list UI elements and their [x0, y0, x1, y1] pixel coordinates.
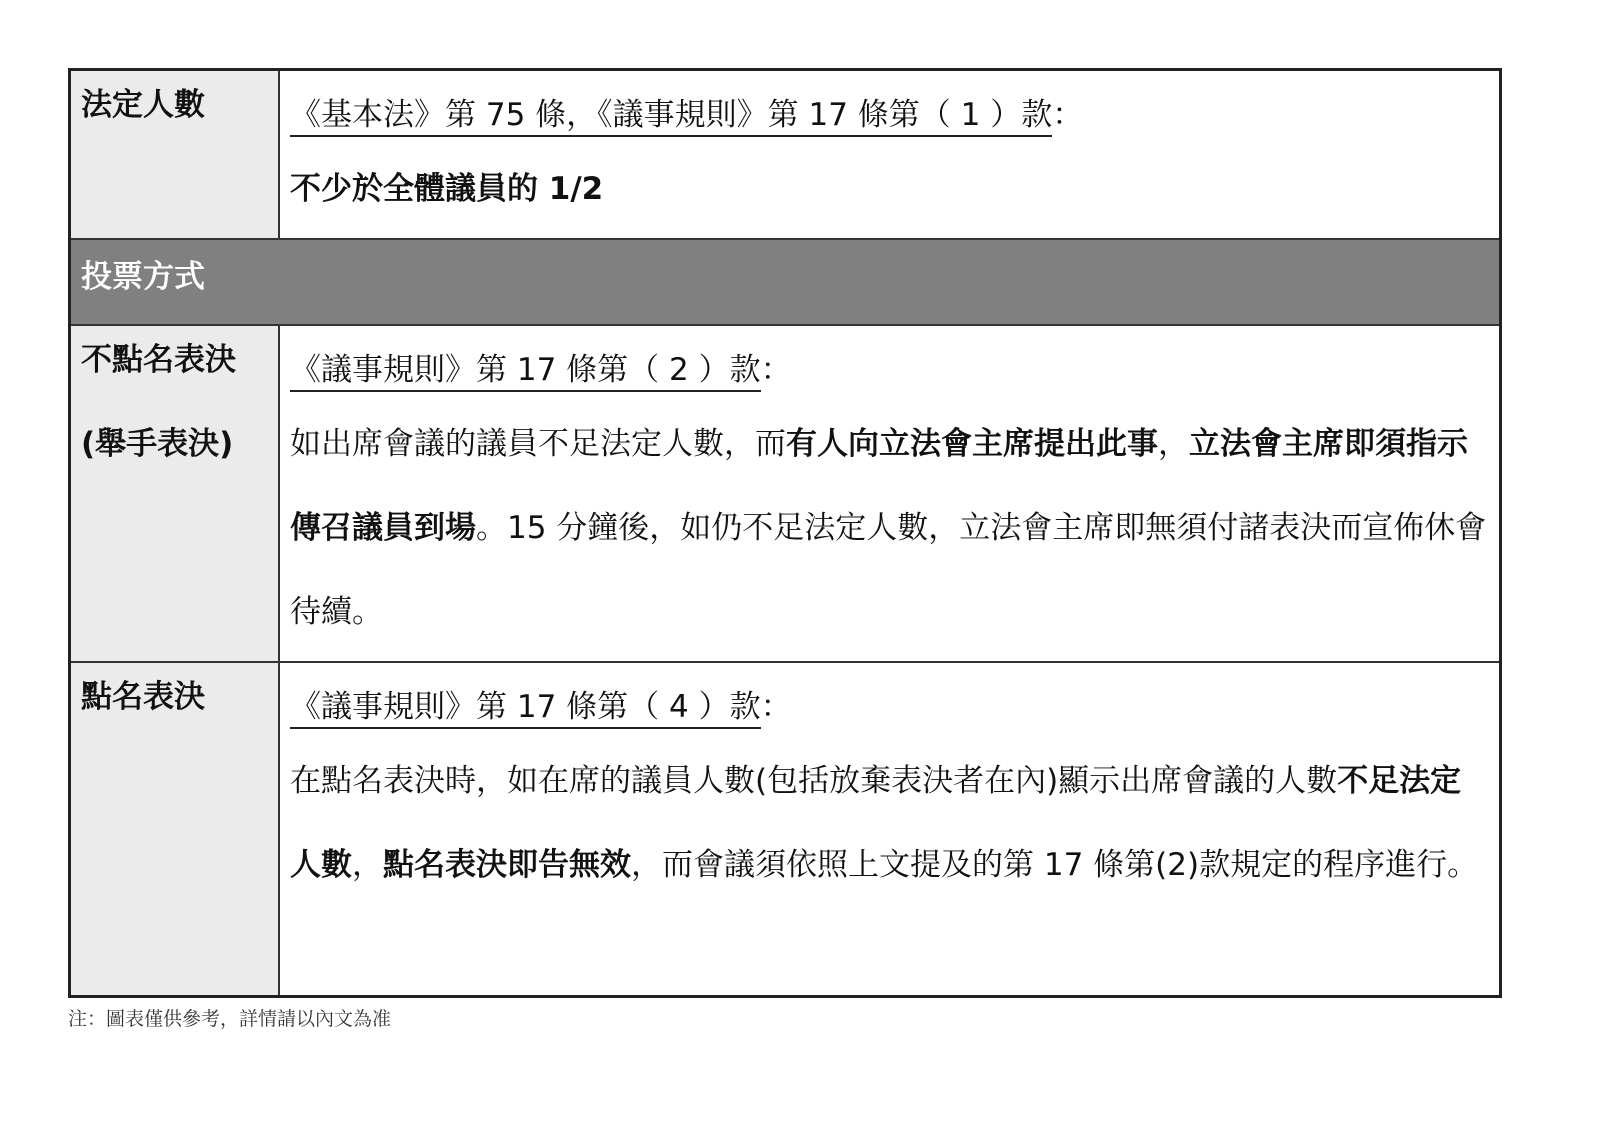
roll-call-text-2: ，而會議須依照上文提及的第 17 條第(2)款規定的程序進行。 [631, 847, 1479, 883]
quorum-label: 法定人數 [81, 87, 205, 123]
roll-call-text-1: 在點名表決時，如在席的議員人數(包括放棄表決者在內)顯示出席會議的人數 [290, 763, 1338, 799]
section-title: 投票方式 [71, 240, 1499, 326]
non-roll-call-heading: 《議事規則》第 17 條第（ 2 ）款 [290, 350, 761, 392]
footnote: 注：圖表僅供參考，詳情請以內文為准 [68, 1008, 392, 1030]
non-roll-call-paragraph [290, 402, 1487, 654]
quorum-content-cell [280, 71, 1499, 240]
rules-table [68, 68, 1502, 998]
roll-call-bold-2: 點名表決即告無效 [383, 847, 631, 883]
roll-call-heading-colon: ： [760, 689, 792, 725]
roll-call-label-cell [71, 663, 280, 995]
non-roll-call-sublabel: (舉手表決) [81, 426, 234, 462]
quorum-text: 不少於全體議員的 1/2 [290, 171, 604, 207]
roll-call-label: 點名表決 [81, 679, 205, 715]
non-roll-call-sep: ， [1158, 426, 1189, 462]
non-roll-call-label: 不點名表決 [81, 342, 236, 378]
quorum-label-cell [71, 71, 280, 240]
roll-call-paragraph [290, 739, 1487, 907]
non-roll-call-text-1: 如出席會議的議員不足法定人數，而 [290, 426, 786, 462]
non-roll-call-bold-2: 立法會主席即須指示傳召議員到場 [290, 426, 1468, 546]
roll-call-sep: ， [352, 847, 383, 883]
non-roll-call-heading-colon: ： [760, 352, 792, 388]
non-roll-call-label-cell [71, 326, 280, 663]
roll-call-content-cell [280, 663, 1499, 995]
roll-call-heading: 《議事規則》第 17 條第（ 4 ）款 [290, 687, 761, 729]
non-roll-call-content-cell [280, 326, 1499, 663]
roll-call-bold-1: 不足法定人數 [290, 763, 1462, 883]
quorum-heading-colon: ： [1052, 97, 1084, 133]
non-roll-call-text-2: 。15 分鐘後，如仍不足法定人數，立法會主席即無須付諸表決而宣佈休會待續。 [290, 510, 1487, 630]
quorum-heading: 《基本法》第 75 條，《議事規則》第 17 條第（ 1 ）款 [290, 95, 1052, 137]
non-roll-call-bold-1: 有人向立法會主席提出此事 [786, 426, 1158, 462]
